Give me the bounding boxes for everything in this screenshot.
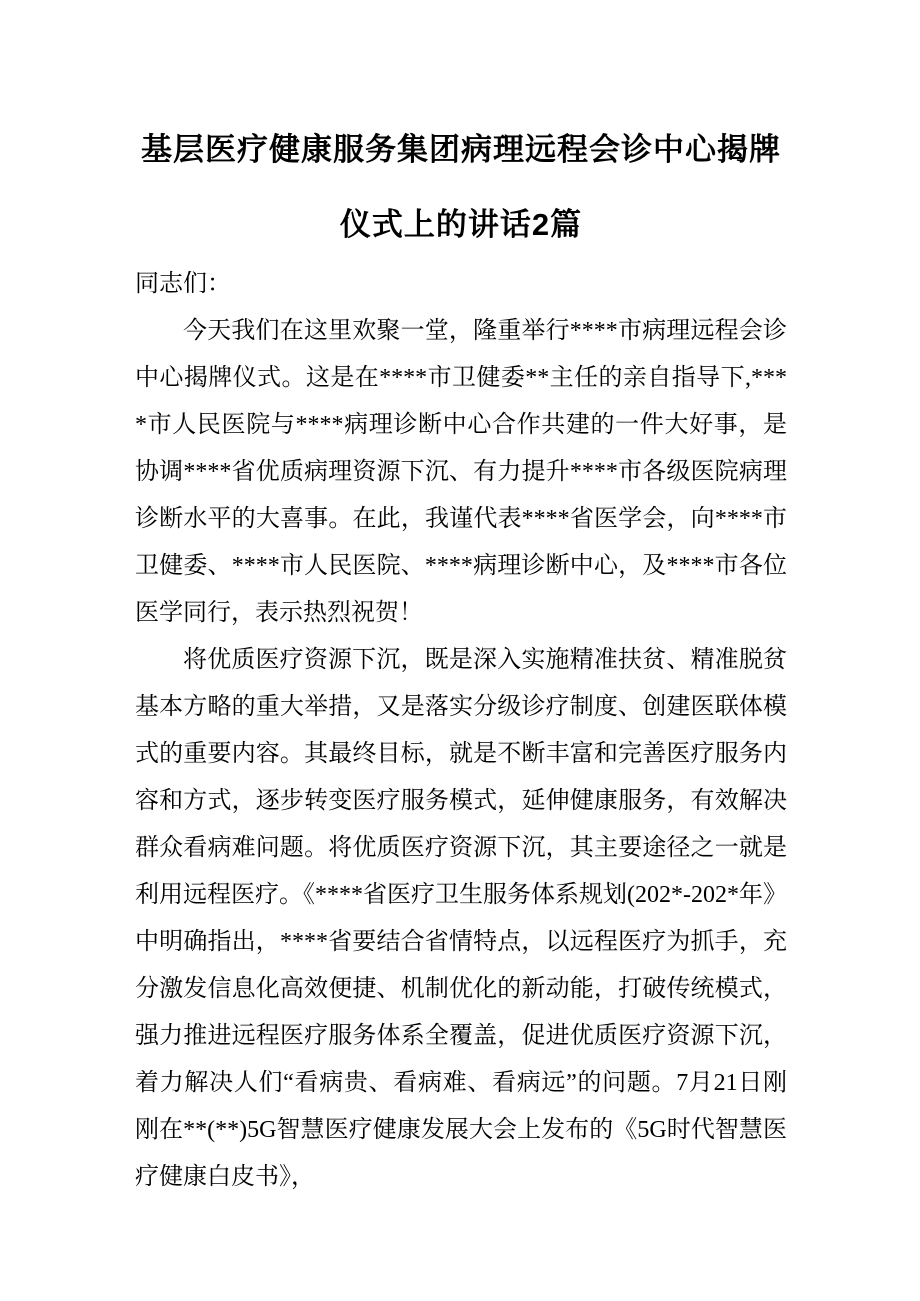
document-title: [135, 128, 787, 247]
paragraph-1: 今天我们在这里欢聚一堂，隆重举行****市病理远程会诊中心揭牌仪式。这是在****市卫健委**主任的亲自指导下,****市人民医院与****病理诊断中心合作共建的一件大好事，是协调****省优质病理资源下沉、有力提升****市各级医院病理诊断水平的大喜事。在此，我谨代表****省医学会，向****市卫健委、****市人民医院、****病理诊断中心，及****市各位医学同行，表示热烈祝贺！: [135, 318, 787, 626]
salutation: 同志们：: [135, 271, 231, 297]
document-title-line-1: 基层医疗健康服务集团病理远程会诊中心揭牌: [141, 132, 781, 167]
paragraph-2: 将优质医疗资源下沉，既是深入实施精准扶贫、精准脱贫基本方略的重大举措，又是落实分级诊疗制度、创建医联体模式的重要内容。其最终目标，就是不断丰富和完善医疗服务内容和方式，逐步转变医疗服务模式，延伸健康服务，有效解决群众看病难问题。将优质医疗资源下沉，其主要途径之一就是利用远程医疗。《****省医疗卫生服务体系规划(202*-202*年》中明确指出，****省要结合省情特点，以远程医疗为抓手，充分激发信息化高效便捷、机制优化的新动能，打破传统模式，强力推进远程医疗服务体系全覆盖，促进优质医疗资源下沉，着力解决人们“看病贵、看病难、看病远”的问题。7月21日刚刚在**(**)5G智慧医疗健康发展大会上发布的《5G时代智慧医疗健康白皮书》，: [135, 647, 787, 1190]
document-title-line-2: 仪式上的讲话2篇: [339, 207, 583, 242]
